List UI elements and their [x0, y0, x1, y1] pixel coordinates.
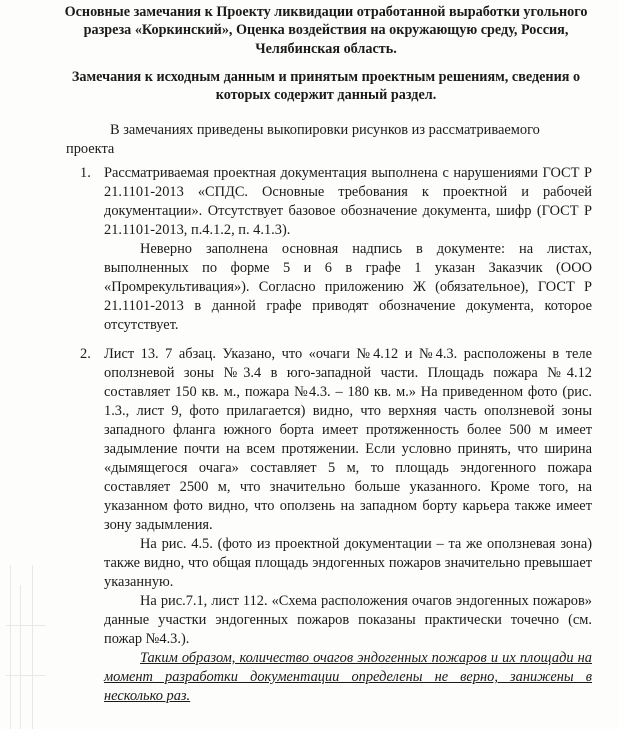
- bleed-through-stamp: [6, 565, 46, 729]
- list-item: [80, 345, 592, 706]
- document-title: Основные замечания к Проекту ликвидации отработанной выработки угольного разреза «Коркинский», Оценка воздействия на окружающую среду, Россия, Челябинская область.: [64, 4, 588, 57]
- list-item: [80, 164, 592, 335]
- list-item-number: 1.: [80, 165, 91, 181]
- intro-paragraph: В замечаниях приведены выкопировки рисунков из рассматриваемого проекта: [66, 122, 540, 157]
- conclusion-paragraph: Таким образом, количество очагов эндогенных пожаров и их площади на момент разработки документации определены не верно, занижены в несколько раз.: [104, 650, 592, 704]
- paragraph: Лист 13. 7 абзац. Указано, что «очаги №4.12 и №4.3. расположены в теле оползневой зоны №3.4 в юго-западной части. Площадь пожара №4.12 составляет 150 кв. м., пожара №4.3. – 180 кв. м.» На приведенном фото (рис. 1.3., лист 9, фото прилагается) видно, что верхняя часть оползневой зоны западного фланга южного борта имеет протяженность более 500 м имеет задымление почти на всем протяжении. Если условно принять, что ширина «дымящегося очага» составляет 5 м, то площадь эндогенного пожара составляет 2500 м, что значительно больше указанного. Кроме того, на указанном фото видно, что оползень на западном борту карьера также имеет зону задымления.: [104, 346, 592, 533]
- paragraph: На рис.7.1, лист 112. «Схема расположения очагов эндогенных пожаров» данные участки эндогенных пожаров показаны практически точечно (см. пожар №4.3.).: [104, 593, 592, 647]
- paragraph: Неверно заполнена основная надпись в документе: на листах, выполненных по форме 5 и 6 в графе 1 указан Заказчик (ООО «Промрекультивация»). Согласно приложению Ж (обязательное), ГОСТ Р 21.1101-2013 в данной графе приводят обозначение документа, которое отсутствует.: [104, 241, 592, 333]
- paragraph: На рис. 4.5. (фото из проектной документации – та же оползневая зона) также видно, что общая площадь эндогенных пожаров значительно превышает указанную.: [104, 536, 592, 590]
- list-item-number: 2.: [80, 346, 91, 362]
- section-heading: Замечания к исходным данным и принятым проектным решениям, сведения о которых содержит данный раздел.: [71, 69, 581, 104]
- paragraph: Рассматриваемая проектная документация выполнена с нарушениями ГОСТ Р 21.1101-2013 «СПДС. Основные требования к проектной и рабочей документации». Отсутствует базовое обозначение документа, шифр (ГОСТ Р 21.1101-2013, п.4.1.2, п. 4.1.3).: [104, 165, 592, 238]
